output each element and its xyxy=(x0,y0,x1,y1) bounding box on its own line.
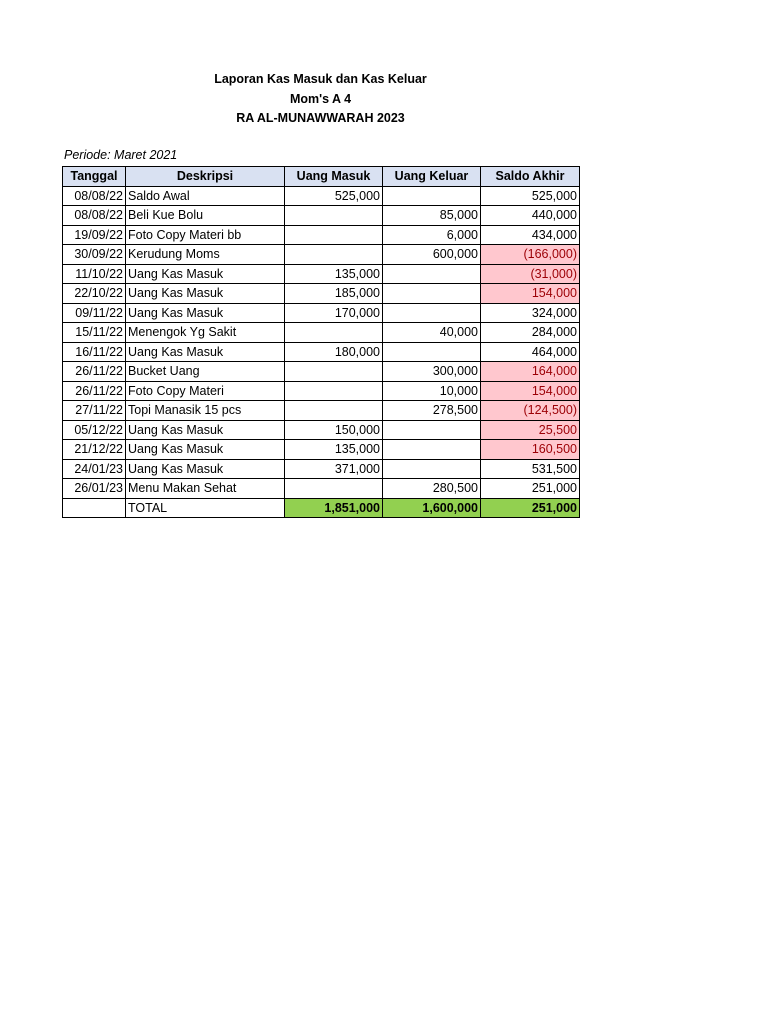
description-cell: Foto Copy Materi xyxy=(126,381,285,401)
table-row xyxy=(63,323,580,343)
date-cell: 16/11/22 xyxy=(63,342,126,362)
description-cell: Uang Kas Masuk xyxy=(126,264,285,284)
saldo-akhir-cell: 251,000 xyxy=(481,479,580,499)
uang-keluar-cell xyxy=(383,342,481,362)
description-cell: Uang Kas Masuk xyxy=(126,303,285,323)
table-row xyxy=(63,284,580,304)
uang-masuk-cell: 185,000 xyxy=(285,284,383,304)
saldo-akhir-cell: 25,500 xyxy=(481,420,580,440)
total-label: TOTAL xyxy=(126,498,285,518)
header-uang-masuk: Uang Masuk xyxy=(285,167,383,187)
date-cell: 19/09/22 xyxy=(63,225,126,245)
uang-masuk-cell xyxy=(285,245,383,265)
date-cell: 05/12/22 xyxy=(63,420,126,440)
date-cell: 26/01/23 xyxy=(63,479,126,499)
description-cell: Uang Kas Masuk xyxy=(126,284,285,304)
table-row xyxy=(63,206,580,226)
table-row xyxy=(63,264,580,284)
table-row xyxy=(63,459,580,479)
date-cell: 11/10/22 xyxy=(63,264,126,284)
uang-masuk-cell: 371,000 xyxy=(285,459,383,479)
uang-keluar-cell xyxy=(383,440,481,460)
report-period: Periode: Maret 2021 xyxy=(64,148,178,162)
uang-masuk-cell xyxy=(285,401,383,421)
uang-masuk-cell: 150,000 xyxy=(285,420,383,440)
description-cell: Menengok Yg Sakit xyxy=(126,323,285,343)
uang-masuk-cell xyxy=(285,479,383,499)
table-row xyxy=(63,479,580,499)
date-cell: 22/10/22 xyxy=(63,284,126,304)
uang-keluar-cell: 85,000 xyxy=(383,206,481,226)
uang-masuk-cell xyxy=(285,323,383,343)
uang-keluar-cell xyxy=(383,264,481,284)
report-subtitle-class: Mom's A 4 xyxy=(289,91,352,106)
total-uang-keluar: 1,600,000 xyxy=(383,498,481,518)
report-title-block xyxy=(62,70,579,129)
date-cell: 21/12/22 xyxy=(63,440,126,460)
uang-masuk-cell: 135,000 xyxy=(285,264,383,284)
uang-keluar-cell: 278,500 xyxy=(383,401,481,421)
saldo-akhir-cell: 324,000 xyxy=(481,303,580,323)
header-uang-keluar: Uang Keluar xyxy=(383,167,481,187)
uang-keluar-cell xyxy=(383,186,481,206)
table-row xyxy=(63,401,580,421)
table-row xyxy=(63,362,580,382)
saldo-akhir-cell: 154,000 xyxy=(481,284,580,304)
saldo-akhir-cell: 434,000 xyxy=(481,225,580,245)
total-uang-masuk: 1,851,000 xyxy=(285,498,383,518)
header-deskripsi: Deskripsi xyxy=(126,167,285,187)
total-saldo-akhir: 251,000 xyxy=(481,498,580,518)
table-row xyxy=(63,225,580,245)
saldo-akhir-cell: (124,500) xyxy=(481,401,580,421)
date-cell: 27/11/22 xyxy=(63,401,126,421)
table-row xyxy=(63,381,580,401)
table-body xyxy=(63,186,580,498)
saldo-akhir-cell: 154,000 xyxy=(481,381,580,401)
saldo-akhir-cell: 531,500 xyxy=(481,459,580,479)
uang-keluar-cell: 40,000 xyxy=(383,323,481,343)
date-cell: 24/01/23 xyxy=(63,459,126,479)
saldo-akhir-cell: 284,000 xyxy=(481,323,580,343)
description-cell: Uang Kas Masuk xyxy=(126,459,285,479)
uang-keluar-cell xyxy=(383,303,481,323)
uang-masuk-cell: 180,000 xyxy=(285,342,383,362)
total-date-cell xyxy=(63,498,126,518)
date-cell: 30/09/22 xyxy=(63,245,126,265)
header-saldo-akhir: Saldo Akhir xyxy=(481,167,580,187)
uang-masuk-cell: 525,000 xyxy=(285,186,383,206)
uang-masuk-cell xyxy=(285,362,383,382)
table-row xyxy=(63,342,580,362)
saldo-akhir-cell: 164,000 xyxy=(481,362,580,382)
uang-masuk-cell xyxy=(285,206,383,226)
date-cell: 15/11/22 xyxy=(63,323,126,343)
uang-masuk-cell xyxy=(285,381,383,401)
saldo-akhir-cell: (166,000) xyxy=(481,245,580,265)
table-row xyxy=(63,303,580,323)
description-cell: Uang Kas Masuk xyxy=(126,342,285,362)
date-cell: 26/11/22 xyxy=(63,362,126,382)
uang-masuk-cell: 135,000 xyxy=(285,440,383,460)
date-cell: 08/08/22 xyxy=(63,206,126,226)
table-row xyxy=(63,440,580,460)
date-cell: 09/11/22 xyxy=(63,303,126,323)
description-cell: Bucket Uang xyxy=(126,362,285,382)
description-cell: Saldo Awal xyxy=(126,186,285,206)
uang-keluar-cell: 10,000 xyxy=(383,381,481,401)
date-cell: 08/08/22 xyxy=(63,186,126,206)
uang-masuk-cell: 170,000 xyxy=(285,303,383,323)
table-row xyxy=(63,186,580,206)
cash-ledger-table xyxy=(62,166,580,518)
saldo-akhir-cell: 464,000 xyxy=(481,342,580,362)
table-header-row xyxy=(63,167,580,187)
uang-keluar-cell: 600,000 xyxy=(383,245,481,265)
uang-keluar-cell: 6,000 xyxy=(383,225,481,245)
description-cell: Topi Manasik 15 pcs xyxy=(126,401,285,421)
uang-keluar-cell xyxy=(383,420,481,440)
table-row xyxy=(63,245,580,265)
uang-keluar-cell xyxy=(383,284,481,304)
description-cell: Uang Kas Masuk xyxy=(126,420,285,440)
uang-keluar-cell xyxy=(383,459,481,479)
header-tanggal: Tanggal xyxy=(63,167,126,187)
saldo-akhir-cell: (31,000) xyxy=(481,264,580,284)
uang-masuk-cell xyxy=(285,225,383,245)
description-cell: Uang Kas Masuk xyxy=(126,440,285,460)
description-cell: Beli Kue Bolu xyxy=(126,206,285,226)
saldo-akhir-cell: 160,500 xyxy=(481,440,580,460)
date-cell: 26/11/22 xyxy=(63,381,126,401)
description-cell: Foto Copy Materi bb xyxy=(126,225,285,245)
table-row xyxy=(63,420,580,440)
uang-keluar-cell: 300,000 xyxy=(383,362,481,382)
report-title: Laporan Kas Masuk dan Kas Keluar xyxy=(214,72,427,86)
total-row xyxy=(63,498,580,518)
description-cell: Kerudung Moms xyxy=(126,245,285,265)
saldo-akhir-cell: 440,000 xyxy=(481,206,580,226)
uang-keluar-cell: 280,500 xyxy=(383,479,481,499)
report-subtitle-school: RA AL-MUNAWWARAH 2023 xyxy=(236,111,405,125)
description-cell: Menu Makan Sehat xyxy=(126,479,285,499)
saldo-akhir-cell: 525,000 xyxy=(481,186,580,206)
